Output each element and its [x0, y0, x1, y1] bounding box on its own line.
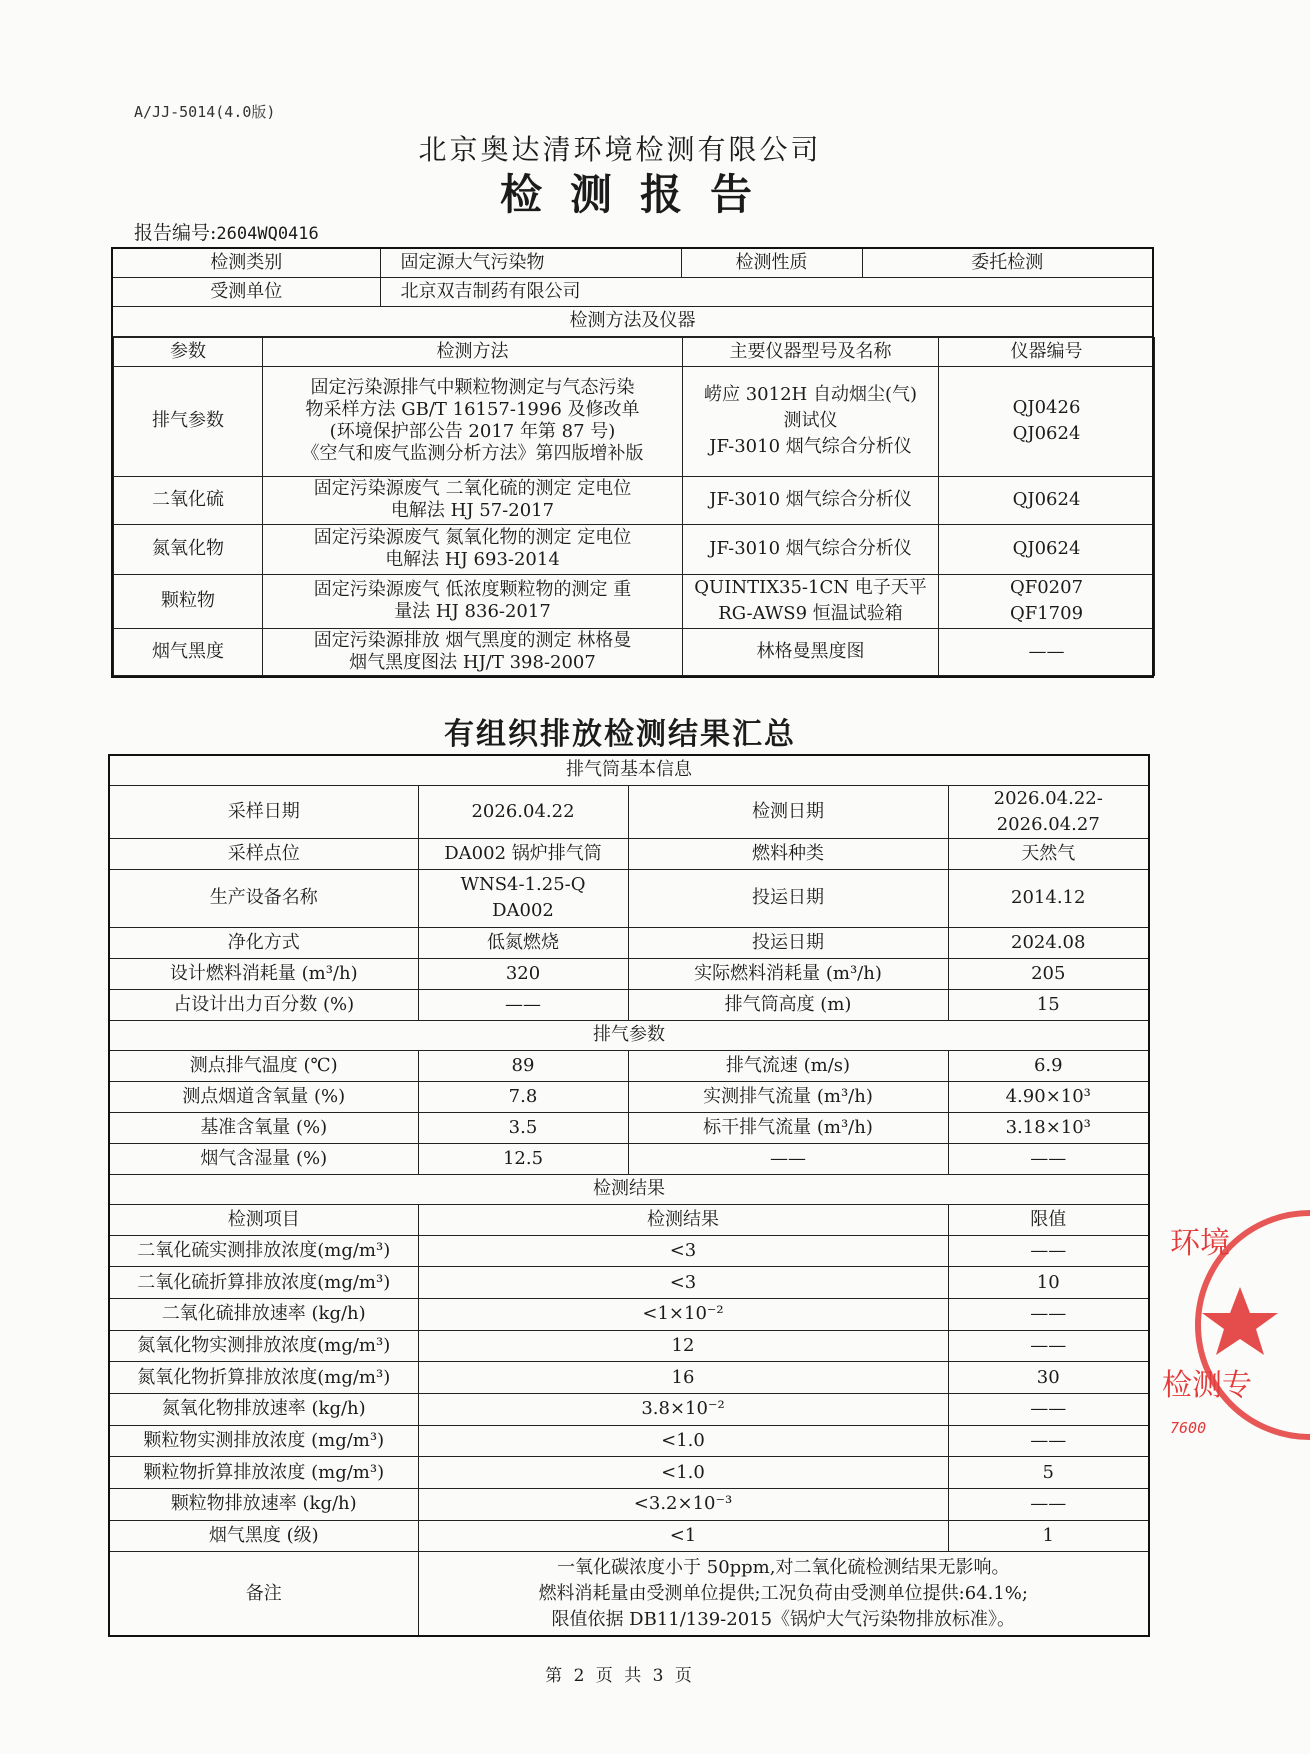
- result-value: <3: [418, 1267, 948, 1299]
- stack-label: 生产设备名称: [109, 869, 418, 927]
- stack-value: 2026.04.22: [418, 785, 628, 838]
- remark-line: 一氧化碳浓度小于 50ppm,对二氧化硫检测结果无影响。: [557, 1556, 1010, 1578]
- page-footer: 第 2 页 共 3 页: [545, 1666, 695, 1686]
- result-value: 3.8×10⁻²: [418, 1393, 948, 1425]
- method-line: 固定污染源废气 二氧化硫的测定 定电位: [313, 478, 632, 499]
- stack-value: 2026.04.22-2026.04.27: [948, 785, 1149, 838]
- exhaust-label: 实测排气流量 (m³/h): [628, 1081, 948, 1112]
- table-row: [112, 277, 1153, 306]
- table-row: [109, 785, 1149, 838]
- instrument-line: 崂应 3012H 自动烟尘(气): [704, 384, 917, 405]
- instrument-id: [939, 366, 1155, 476]
- table-row: [109, 1489, 1149, 1521]
- table-row: [109, 1520, 1149, 1552]
- nature-value: 委托检测: [862, 248, 1153, 277]
- table-row: [109, 1425, 1149, 1457]
- report-number: [134, 218, 319, 245]
- result-value: <1.0: [418, 1425, 948, 1457]
- exhaust-label: ——: [628, 1143, 948, 1174]
- table-row: [112, 306, 1153, 336]
- instrument-id-line: QJ0624: [1012, 538, 1081, 559]
- category-label: 检测类别: [112, 248, 380, 277]
- table-row: [109, 1393, 1149, 1425]
- stack-value: 320: [418, 958, 628, 989]
- exhaust-value: 3.18×10³: [948, 1112, 1149, 1143]
- table-row: [109, 1050, 1149, 1081]
- result-value: 16: [418, 1362, 948, 1394]
- result-limit: 30: [948, 1362, 1149, 1394]
- stack-label: 采样点位: [109, 838, 418, 869]
- instrument-id: [939, 574, 1155, 628]
- stack-value: DA002 锅炉排气筒: [418, 838, 628, 869]
- exhaust-label: 排气流速 (m/s): [628, 1050, 948, 1081]
- method-text: [263, 628, 683, 675]
- table-row: [109, 1298, 1149, 1330]
- table-row: [114, 628, 1155, 675]
- stack-label: 实际燃料消耗量 (m³/h): [628, 958, 948, 989]
- exhaust-value: 12.5: [418, 1143, 628, 1174]
- result-limit: 10: [948, 1267, 1149, 1299]
- methods-inner-table: [113, 337, 1155, 676]
- stack-value: WNS4-1.25-Q DA002: [418, 869, 628, 927]
- table-row: [109, 1457, 1149, 1489]
- instrument-line: QUINTIX35-1CN 电子天平: [694, 577, 927, 598]
- table-row: [109, 1552, 1149, 1636]
- methods-table: [111, 247, 1154, 678]
- exhaust-section-title: 排气参数: [109, 1020, 1149, 1050]
- result-limit: 1: [948, 1520, 1149, 1552]
- result-value: <1.0: [418, 1457, 948, 1489]
- stack-value: 15: [948, 989, 1149, 1020]
- stack-label: 排气筒高度 (m): [628, 989, 948, 1020]
- exhaust-label: 测点排气温度 (℃): [109, 1050, 418, 1081]
- remark-line: 燃料消耗量由受测单位提供;工况负荷由受测单位提供:64.1%;: [538, 1582, 1028, 1604]
- instrument-id: [939, 628, 1155, 675]
- result-item: 氮氧化物排放速率 (kg/h): [109, 1393, 418, 1425]
- col-param-header: 参数: [114, 337, 263, 366]
- instrument-line: JF-3010 烟气综合分析仪: [709, 538, 912, 559]
- method-line: 量法 HJ 836-2017: [394, 601, 551, 622]
- result-item: 二氧化硫排放速率 (kg/h): [109, 1298, 418, 1330]
- col-limit-header: 限值: [948, 1204, 1149, 1235]
- table-row: [109, 1174, 1149, 1204]
- result-item: 氮氧化物折算排放浓度(mg/m³): [109, 1362, 418, 1394]
- table-row: [114, 574, 1155, 628]
- instrument-line: JF-3010 烟气综合分析仪: [709, 436, 912, 457]
- report-title: 检测报告: [499, 170, 780, 219]
- method-param: 二氧化硫: [114, 476, 263, 524]
- stack-section-title: 排气筒基本信息: [109, 755, 1149, 785]
- table-row: [112, 248, 1153, 277]
- stack-value: 低氮燃烧: [418, 927, 628, 958]
- instrument-id: [939, 476, 1155, 524]
- instrument-line: 测试仪: [783, 410, 838, 431]
- results-table: [108, 754, 1150, 1637]
- seal-text-mid: 检测专: [1162, 1368, 1252, 1403]
- instrument-text: [683, 476, 939, 524]
- result-value: <1: [418, 1520, 948, 1552]
- remark-label: 备注: [109, 1552, 418, 1636]
- instrument-id-line: QF0207: [1009, 577, 1084, 598]
- table-row: [109, 958, 1149, 989]
- stack-label: 燃料种类: [628, 838, 948, 869]
- stack-value: 2024.08: [948, 927, 1149, 958]
- table-row: [109, 989, 1149, 1020]
- table-row: [114, 366, 1155, 476]
- result-value: <1×10⁻²: [418, 1298, 948, 1330]
- client-label: 受测单位: [112, 277, 380, 306]
- result-limit: ——: [948, 1393, 1149, 1425]
- result-limit: ——: [948, 1235, 1149, 1267]
- method-param: 烟气黑度: [114, 628, 263, 675]
- result-item: 二氧化硫实测排放浓度(mg/m³): [109, 1235, 418, 1267]
- instrument-line: 林格曼黑度图: [756, 640, 865, 662]
- table-row: [109, 1330, 1149, 1362]
- methods-section-title: 检测方法及仪器: [112, 306, 1153, 336]
- method-param: 颗粒物: [114, 574, 263, 628]
- table-row: [109, 755, 1149, 785]
- exhaust-value: 6.9: [948, 1050, 1149, 1081]
- stack-label: 采样日期: [109, 785, 418, 838]
- seal-text-top: 环境: [1170, 1226, 1230, 1261]
- method-text: [263, 366, 683, 476]
- method-line: 电解法 HJ 693-2014: [385, 549, 560, 570]
- seal-star-icon: [1202, 1287, 1278, 1355]
- exhaust-value: 4.90×10³: [948, 1081, 1149, 1112]
- exhaust-label: 标干排气流量 (m³/h): [628, 1112, 948, 1143]
- result-limit: 5: [948, 1457, 1149, 1489]
- instrument-id-line: QJ0624: [1012, 489, 1081, 510]
- stack-label: 设计燃料消耗量 (m³/h): [109, 958, 418, 989]
- methods-grid: [112, 336, 1153, 677]
- exhaust-label: 基准含氧量 (%): [109, 1112, 418, 1143]
- stack-label: 净化方式: [109, 927, 418, 958]
- method-text: [263, 476, 683, 524]
- company-name: 北京奥达清环境检测有限公司: [418, 133, 822, 166]
- table-row: [109, 1081, 1149, 1112]
- table-row: [114, 337, 1155, 366]
- stack-label: 占设计出力百分数 (%): [109, 989, 418, 1020]
- table-row: [109, 1020, 1149, 1050]
- table-row: [112, 336, 1153, 677]
- report-number-value: 2604WQ0416: [216, 224, 319, 244]
- table-row: [109, 1235, 1149, 1267]
- official-seal: [1160, 1205, 1310, 1445]
- nature-label: 检测性质: [681, 248, 862, 277]
- result-item: 氮氧化物实测排放浓度(mg/m³): [109, 1330, 418, 1362]
- stack-label: 检测日期: [628, 785, 948, 838]
- instrument-text: [683, 524, 939, 574]
- table-row: [114, 476, 1155, 524]
- result-item: 烟气黑度 (级): [109, 1520, 418, 1552]
- remark-line: 限值依据 DB11/139-2015《锅炉大气污染物排放标准》。: [551, 1608, 1016, 1630]
- instrument-text: [683, 574, 939, 628]
- result-limit: ——: [948, 1298, 1149, 1330]
- stack-value: 2014.12: [948, 869, 1149, 927]
- instrument-id-line: ——: [1028, 640, 1065, 662]
- exhaust-value: 7.8: [418, 1081, 628, 1112]
- stack-value: ——: [418, 989, 628, 1020]
- method-text: [263, 574, 683, 628]
- exhaust-label: 烟气含湿量 (%): [109, 1143, 418, 1174]
- table-row: [109, 927, 1149, 958]
- stack-value: 205: [948, 958, 1149, 989]
- exhaust-label: 测点烟道含氧量 (%): [109, 1081, 418, 1112]
- table-row: [109, 869, 1149, 927]
- table-row: [114, 524, 1155, 574]
- remark-text: [418, 1552, 1149, 1636]
- result-item: 颗粒物排放速率 (kg/h): [109, 1489, 418, 1521]
- result-limit: ——: [948, 1489, 1149, 1521]
- table-row: [109, 1362, 1149, 1394]
- method-line: (环境保护部公告 2017 年第 87 号): [329, 421, 616, 442]
- stack-label: 投运日期: [628, 927, 948, 958]
- method-param: 氮氧化物: [114, 524, 263, 574]
- col-id-header: 仪器编号: [939, 337, 1155, 366]
- method-line: 固定污染源废气 氮氧化物的测定 定电位: [313, 527, 632, 548]
- instrument-id: [939, 524, 1155, 574]
- instrument-id-line: QF1709: [1009, 603, 1084, 624]
- table-row: [109, 1204, 1149, 1235]
- exhaust-value: 89: [418, 1050, 628, 1081]
- summary-title: 有组织排放检测结果汇总: [444, 717, 796, 752]
- stack-value: 天然气: [948, 838, 1149, 869]
- document-code: A/JJ-5014(4.0版): [134, 103, 276, 121]
- report-number-label: 报告编号:: [134, 222, 217, 244]
- table-row: [109, 1267, 1149, 1299]
- instrument-id-line: QJ0426: [1012, 397, 1081, 418]
- method-line: 固定污染源排放 烟气黑度的测定 林格曼: [313, 629, 632, 651]
- instrument-line: RG-AWS9 恒温试验箱: [718, 603, 903, 624]
- exhaust-value: ——: [948, 1143, 1149, 1174]
- method-line: 物采样方法 GB/T 16157-1996 及修改单: [305, 399, 640, 420]
- method-line: 固定污染源废气 低浓度颗粒物的测定 重: [313, 579, 632, 600]
- method-line: 电解法 HJ 57-2017: [390, 500, 555, 521]
- exhaust-value: 3.5: [418, 1112, 628, 1143]
- table-row: [109, 838, 1149, 869]
- result-value: 12: [418, 1330, 948, 1362]
- result-item: 二氧化硫折算排放浓度(mg/m³): [109, 1267, 418, 1299]
- result-limit: ——: [948, 1330, 1149, 1362]
- col-item-header: 检测项目: [109, 1204, 418, 1235]
- result-item: 颗粒物实测排放浓度 (mg/m³): [109, 1425, 418, 1457]
- table-row: [109, 1143, 1149, 1174]
- result-limit: ——: [948, 1425, 1149, 1457]
- stack-label: 投运日期: [628, 869, 948, 927]
- col-instrument-header: 主要仪器型号及名称: [683, 337, 939, 366]
- result-item: 颗粒物折算排放浓度 (mg/m³): [109, 1457, 418, 1489]
- seal-number: 7600: [1170, 1419, 1207, 1437]
- category-value: 固定源大气污染物: [380, 248, 681, 277]
- table-row: [109, 1112, 1149, 1143]
- result-value: <3.2×10⁻³: [418, 1489, 948, 1521]
- results-section-title: 检测结果: [109, 1174, 1149, 1204]
- instrument-id-line: QJ0624: [1012, 423, 1081, 444]
- col-method-header: 检测方法: [263, 337, 683, 366]
- method-text: [263, 524, 683, 574]
- col-result-header: 检测结果: [418, 1204, 948, 1235]
- instrument-text: [683, 366, 939, 476]
- client-value: 北京双吉制药有限公司: [380, 277, 1153, 306]
- method-line: 固定污染源排气中颗粒物测定与气态污染: [310, 377, 635, 398]
- result-value: <3: [418, 1235, 948, 1267]
- method-line: 烟气黑度图法 HJ/T 398-2007: [349, 651, 596, 673]
- method-param: 排气参数: [114, 366, 263, 476]
- instrument-text: [683, 628, 939, 675]
- instrument-line: JF-3010 烟气综合分析仪: [709, 489, 912, 510]
- method-line: 《空气和废气监测分析方法》第四版增补版: [301, 443, 644, 464]
